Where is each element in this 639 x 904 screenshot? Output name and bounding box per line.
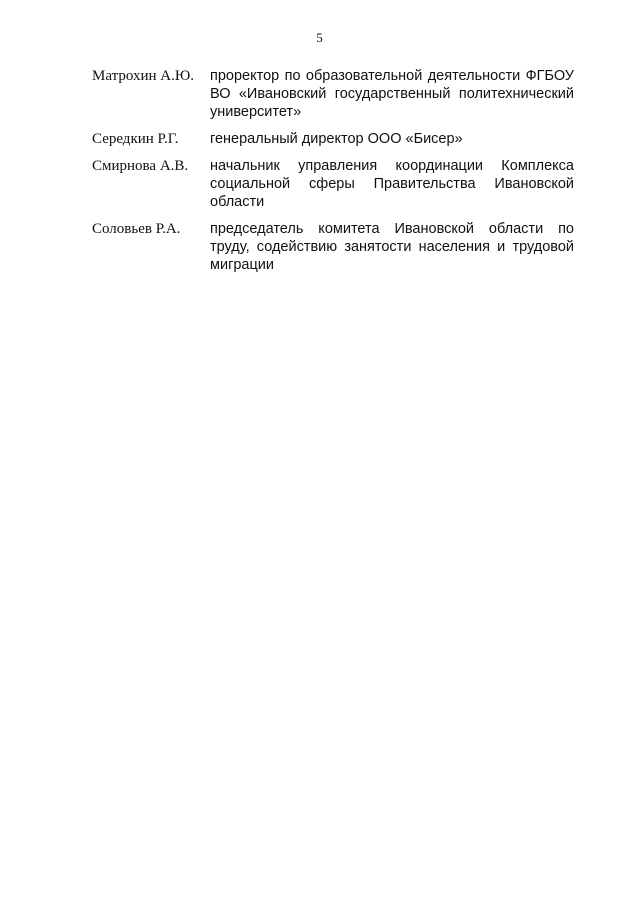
member-name: Матрохин А.Ю.: [92, 68, 195, 84]
member-row: [92, 157, 574, 211]
member-row: [92, 130, 574, 148]
member-role: начальник управления координации Комплекса социальной сферы Правительства Ивановской области: [210, 158, 574, 210]
members-list: [92, 67, 574, 283]
member-role: генеральный директор ООО «Бисер»: [210, 131, 463, 147]
page-number: 5: [316, 30, 323, 45]
member-name: Середкин Р.Г.: [92, 131, 179, 147]
member-row: [92, 220, 574, 274]
member-name: Соловьев Р.А.: [92, 221, 181, 237]
member-name: Смирнова А.В.: [92, 158, 189, 174]
member-row: [92, 67, 574, 121]
member-role: проректор по образовательной деятельности ФГБОУ ВО «Ивановский государственный политехнический университет»: [210, 68, 574, 120]
member-role: председатель комитета Ивановской области по труду, содействию занятости населения и трудовой миграции: [210, 221, 574, 273]
